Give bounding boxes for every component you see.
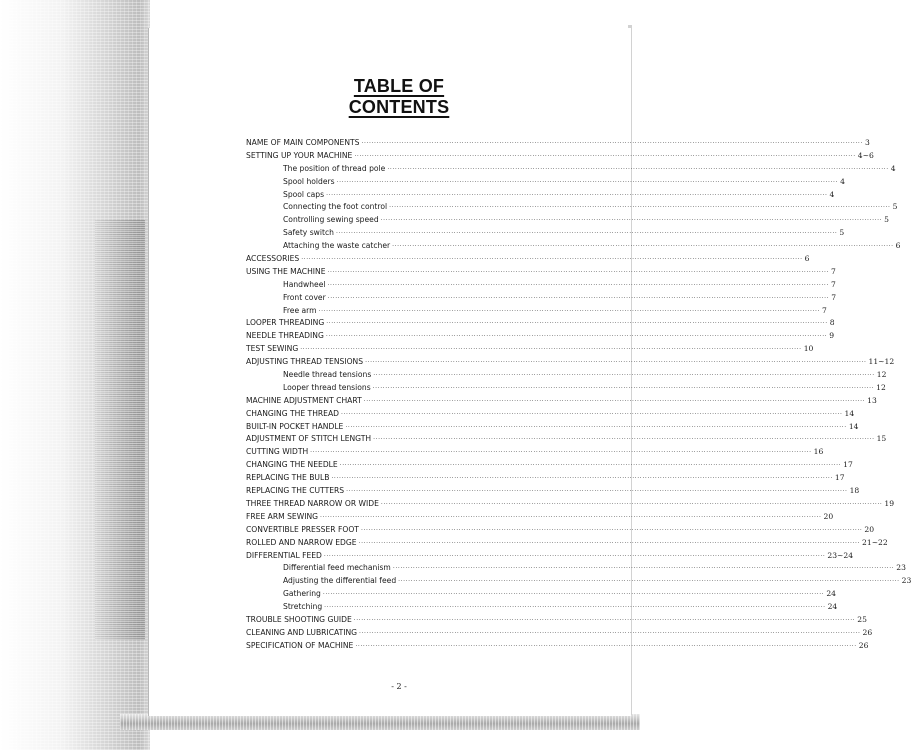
toc-entry — [246, 446, 824, 459]
toc-entry — [246, 472, 845, 485]
toc-entry-page: 24 — [827, 602, 838, 612]
toc-entry-page: 24 — [826, 589, 836, 599]
toc-entry — [246, 537, 888, 550]
toc-entry — [246, 189, 835, 202]
toc-entry — [246, 137, 870, 150]
toc-entry — [246, 485, 860, 498]
toc-entry — [246, 240, 901, 253]
page-number: - 2 - — [391, 682, 407, 691]
toc-entry — [246, 562, 906, 575]
toc-leader-dots: ········································································································································································································ — [327, 294, 830, 302]
toc-entry-label: MACHINE ADJUSTMENT CHART — [246, 395, 362, 405]
toc-entry-page: 5 — [884, 215, 889, 225]
toc-entry-label: SETTING UP YOUR MACHINE — [246, 150, 353, 160]
toc-leader-dots: ········································································································································································································ — [339, 462, 842, 470]
toc-entry-label: Safety switch — [283, 228, 334, 238]
table-of-contents-list — [246, 137, 911, 653]
toc-leader-dots: ········································································································································································································ — [380, 500, 883, 508]
toc-leader-dots: ········································································································································································································ — [323, 552, 826, 560]
toc-leader-dots: ········································································································································································································ — [372, 384, 875, 392]
toc-leader-dots: ········································································································································································································ — [325, 333, 828, 341]
toc-entry-page: 14 — [848, 421, 859, 431]
toc-entry-label: LOOPER THREADING — [246, 318, 325, 328]
toc-entry-label: Spool holders — [283, 176, 335, 186]
toc-entry — [246, 627, 873, 640]
toc-entry-page: 23~24 — [827, 550, 854, 560]
toc-entry-label: BUILT-IN POCKET HANDLE — [246, 421, 344, 431]
toc-entry-page: 19 — [884, 498, 895, 508]
toc-entry — [246, 266, 836, 279]
toc-leader-dots: ········································································································································································································ — [387, 165, 889, 173]
toc-entry — [246, 201, 898, 214]
toc-entry-page: 6 — [895, 241, 901, 251]
toc-leader-dots: ········································································································································································································ — [300, 346, 802, 354]
toc-entry — [246, 511, 834, 524]
toc-entry-label: REPLACING THE CUTTERS — [246, 486, 345, 496]
toc-entry-page: 7 — [831, 292, 837, 302]
toc-leader-dots: ········································································································································································································ — [361, 140, 863, 147]
toc-entry — [246, 317, 835, 330]
toc-entry-page: 23 — [896, 563, 906, 573]
toc-entry-page: 9 — [829, 331, 835, 341]
toc-entry — [246, 640, 869, 653]
toc-leader-dots: ········································································································································································································ — [331, 475, 833, 483]
toc-entry-page: 7 — [830, 266, 836, 276]
toc-entry-label: Connecting the foot control — [283, 202, 388, 212]
toc-entry-label: TROUBLE SHOOTING GUIDE — [246, 614, 352, 624]
toc-entry-label: ACCESSORIES — [246, 254, 300, 264]
toc-leader-dots: ········································································································································································································ — [392, 565, 895, 573]
toc-entry — [246, 163, 896, 176]
toc-entry-label: DIFFERENTIAL FEED — [246, 550, 322, 560]
toc-entry-page: 18 — [849, 486, 860, 496]
toc-entry-page: 4 — [890, 163, 896, 173]
toc-entry-page: 15 — [876, 434, 887, 444]
toc-entry-label: Adjusting the differential feed — [283, 576, 397, 586]
toc-entry — [246, 395, 877, 408]
toc-leader-dots: ········································································································································································································ — [358, 539, 861, 547]
toc-leader-dots: ········································································································································································································ — [326, 191, 828, 199]
toc-entry — [246, 498, 895, 511]
toc-entry-page: 5 — [892, 202, 898, 212]
toc-entry-label: Needle thread tensions — [283, 370, 372, 380]
toc-leader-dots: ········································································································································································································ — [373, 372, 875, 380]
page-title: TABLE OF CONTENTS — [348, 76, 450, 117]
scanner-shadow-bottom — [120, 714, 640, 730]
toc-entry-label: CUTTING WIDTH — [246, 447, 309, 457]
toc-entry-label: Looper thread tensions — [283, 382, 371, 392]
toc-entry-page: 20 — [864, 524, 875, 534]
toc-entry — [246, 150, 874, 163]
toc-leader-dots: ········································································································································································································ — [398, 578, 900, 586]
toc-entry-page: 4 — [829, 189, 835, 199]
toc-leader-dots: ········································································································································································································ — [327, 281, 829, 289]
toc-entry — [246, 176, 845, 189]
toc-entry-label: FREE ARM SEWING — [246, 511, 319, 521]
toc-leader-dots: ········································································································································································································ — [341, 410, 843, 418]
toc-entry-label: ROLLED AND NARROW EDGE — [246, 537, 357, 547]
toc-entry-label: REPLACING THE BULB — [246, 473, 330, 483]
toc-entry-label: ADJUSTING THREAD TENSIONS — [246, 357, 364, 367]
toc-entry-page: 26 — [858, 640, 869, 650]
toc-entry — [246, 524, 875, 537]
toc-entry-page: 12 — [876, 370, 887, 380]
toc-entry — [246, 343, 814, 356]
toc-entry-label: Free arm — [283, 305, 317, 315]
toc-entry-page: 5 — [839, 228, 845, 238]
toc-entry — [246, 214, 889, 227]
toc-leader-dots: ········································································································································································································ — [320, 513, 822, 521]
toc-entry-label: The position of thread pole — [283, 163, 386, 173]
toc-leader-dots: ········································································································································································································ — [359, 629, 861, 637]
toc-entry-page: 7 — [830, 279, 836, 289]
toc-leader-dots: ········································································································································································································ — [345, 423, 847, 431]
toc-leader-dots: ········································································································································································································ — [355, 642, 857, 650]
toc-entry — [246, 356, 895, 369]
toc-leader-dots: ········································································································································································································ — [363, 397, 866, 405]
toc-entry-page: 3 — [864, 138, 870, 147]
toc-entry-label: Stretching — [283, 602, 323, 612]
toc-entry-label: Controlling sewing speed — [283, 215, 379, 225]
toc-entry — [246, 292, 837, 305]
toc-leader-dots: ········································································································································································································ — [318, 307, 821, 315]
toc-entry — [246, 575, 911, 588]
toc-entry-label: NAME OF MAIN COMPONENTS — [246, 138, 360, 147]
toc-entry-label: THREE THREAD NARROW OR WIDE — [246, 498, 379, 508]
toc-entry-page: 17 — [843, 460, 853, 470]
toc-entry-page: 4 — [840, 176, 845, 186]
toc-entry-label: Differential feed mechanism — [283, 563, 391, 573]
toc-leader-dots: ········································································································································································································ — [335, 230, 838, 238]
toc-entry-label: CHANGING THE NEEDLE — [246, 460, 338, 470]
toc-leader-dots: ········································································································································································································ — [346, 488, 848, 496]
toc-entry-page: 4~6 — [857, 150, 874, 160]
toc-entry-page: 12 — [876, 382, 886, 392]
toc-entry-page: 26 — [862, 627, 873, 637]
toc-leader-dots: ········································································································································································································ — [380, 217, 883, 225]
toc-entry — [246, 279, 836, 292]
toc-entry — [246, 305, 827, 318]
toc-entry — [246, 614, 867, 627]
toc-entry-label: Front cover — [283, 292, 326, 302]
toc-entry-page: 7 — [822, 305, 827, 315]
toc-entry-label: CLEANING AND LUBRICATING — [246, 627, 358, 637]
toc-entry-label: USING THE MACHINE — [246, 266, 326, 276]
toc-entry-page: 8 — [829, 318, 835, 328]
toc-entry — [246, 253, 810, 266]
toc-entry-page: 11~12 — [868, 357, 895, 367]
toc-entry — [246, 550, 854, 563]
toc-entry-label: TEST SEWING — [246, 344, 299, 354]
toc-entry-label: ADJUSTMENT OF STITCH LENGTH — [246, 434, 372, 444]
toc-leader-dots: ········································································································································································································ — [322, 591, 825, 599]
toc-entry-label: NEEDLE THREADING — [246, 331, 324, 341]
toc-entry-page: 14 — [844, 408, 855, 418]
toc-entry — [246, 330, 835, 343]
toc-entry-page: 17 — [834, 473, 845, 483]
toc-leader-dots: ········································································································································································································ — [310, 449, 812, 457]
toc-entry — [246, 601, 838, 614]
toc-entry-page: 20 — [823, 511, 834, 521]
toc-leader-dots: ········································································································································································································ — [301, 256, 803, 264]
toc-entry-label: Spool caps — [283, 189, 325, 199]
toc-leader-dots: ········································································································································································································ — [327, 268, 829, 276]
toc-entry — [246, 382, 886, 395]
toc-entry-page: 21~22 — [862, 537, 888, 547]
toc-entry — [246, 588, 836, 601]
toc-leader-dots: ········································································································································································································ — [354, 152, 856, 160]
toc-entry-label: Handwheel — [283, 279, 326, 289]
toc-leader-dots: ········································································································································································································ — [392, 243, 894, 251]
toc-entry — [246, 408, 855, 421]
toc-leader-dots: ········································································································································································································ — [365, 359, 867, 367]
toc-entry — [246, 421, 859, 434]
toc-leader-dots: ········································································································································································································ — [326, 320, 828, 328]
toc-entry — [246, 227, 845, 240]
toc-entry-page: 13 — [867, 395, 877, 405]
toc-leader-dots: ········································································································································································································ — [389, 204, 891, 212]
toc-entry-label: SPECIFICATION OF MACHINE — [246, 640, 354, 650]
toc-entry-page: 25 — [857, 614, 867, 624]
toc-entry — [246, 459, 853, 472]
toc-entry-page: 23 — [901, 576, 911, 586]
toc-entry-page: 16 — [813, 447, 824, 457]
toc-entry-label: CONVERTIBLE PRESSER FOOT — [246, 524, 359, 534]
toc-entry-page: 10 — [803, 344, 814, 354]
toc-entry-page: 6 — [804, 254, 810, 264]
toc-entry-label: CHANGING THE THREAD — [246, 408, 340, 418]
toc-leader-dots: ········································································································································································································ — [360, 526, 863, 534]
document-page — [148, 28, 911, 716]
scanner-noise-left — [95, 220, 145, 640]
toc-leader-dots: ········································································································································································································ — [353, 616, 856, 624]
toc-entry-label: Gathering — [283, 589, 321, 599]
toc-entry-label: Attaching the waste catcher — [283, 241, 391, 251]
toc-entry — [246, 433, 887, 446]
toc-entry — [246, 369, 887, 382]
toc-leader-dots: ········································································································································································································ — [324, 604, 826, 612]
toc-leader-dots: ········································································································································································································ — [336, 178, 839, 186]
toc-leader-dots: ········································································································································································································ — [373, 436, 875, 444]
